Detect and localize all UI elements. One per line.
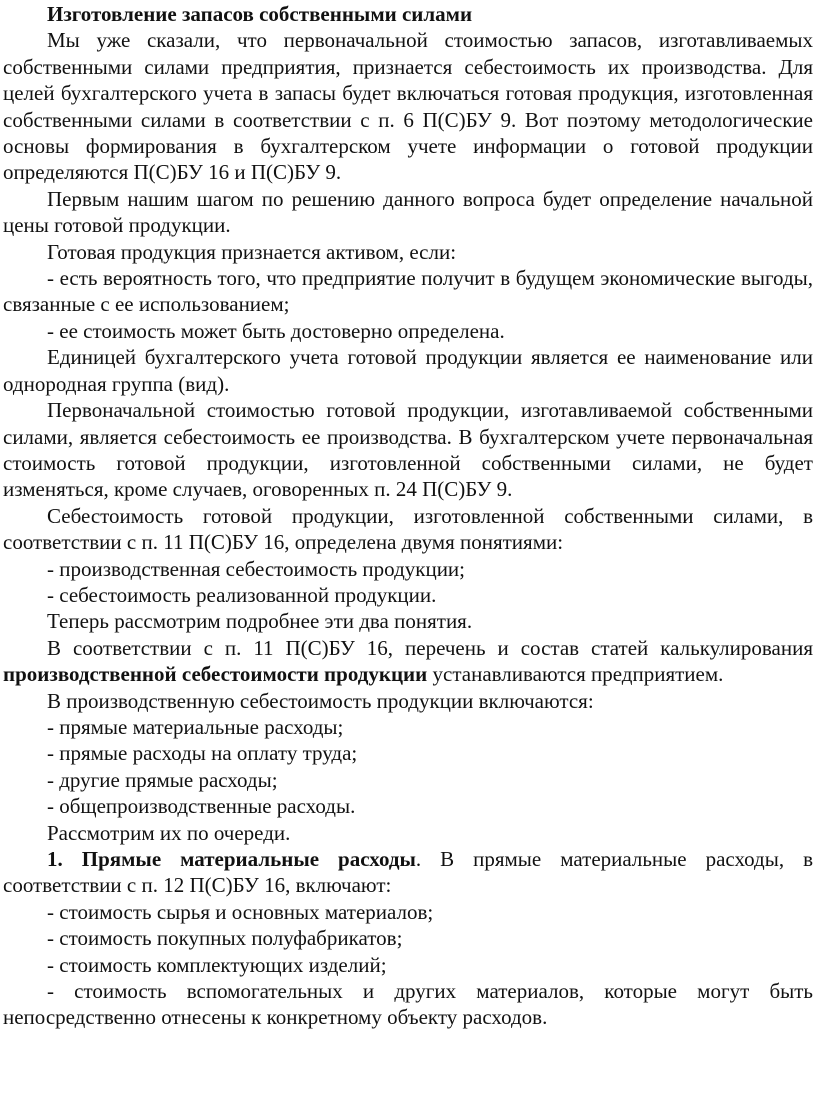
paragraph-cost-concepts: Себестоимость готовой продукции, изготовленной собственными силами, в соответствии с п. 11 П(С)БУ 16, определена двумя понятиями:	[3, 503, 813, 555]
direct-materials-bold-heading: 1. Прямые материальные расходы	[47, 847, 416, 871]
list-item-direct-labor: - прямые расходы на оплату труда;	[47, 741, 358, 766]
list-item-reliable-cost: - ее стоимость может быть достоверно определена.	[47, 318, 505, 343]
direct-materials-text: . В прямые материальные расходы, в соответствии с п. 12 П(С)БУ 16, включают:	[3, 847, 813, 898]
list-item-other-direct: - другие прямые расходы;	[47, 767, 278, 792]
paragraph-accounting-unit: Единицей бухгалтерского учета готовой продукции является ее наименование или однородная группа (вид).	[3, 345, 813, 396]
paragraph-calculation-items	[3, 635, 813, 688]
paragraph-consider-concepts: Теперь рассмотрим подробнее эти два понятия.	[47, 609, 473, 634]
paragraph-first-step: Первым нашим шагом по решению данного вопроса будет определение начальной цены готовой продукции.	[3, 186, 813, 238]
paragraph-consider-in-order: Рассмотрим их по очереди.	[47, 820, 291, 845]
list-item-raw-materials: - стоимость сырья и основных материалов;	[47, 899, 434, 924]
list-item-components: - стоимость комплектующих изделий;	[47, 952, 387, 977]
list-item-sold-cost: - себестоимость реализованной продукции.	[47, 582, 437, 607]
paragraph-direct-material-costs	[3, 846, 813, 899]
paragraph-cost-includes: В производственную себестоимость продукции включаются:	[47, 688, 594, 713]
calc-items-bold-term: производственной себестоимости продукции	[3, 662, 428, 687]
list-item-overhead: - общепроизводственные расходы.	[47, 794, 356, 819]
paragraph-asset-condition: Готовая продукция признается активом, если:	[47, 239, 457, 264]
list-item-economic-benefit: - есть вероятность того, что предприятие получит в будущем экономические выгоды, связанные с ее использованием;	[3, 266, 813, 317]
paragraph-initial-cost: Первоначальной стоимостью готовой продукции, изготавливаемой собственными силами, является себестоимость ее производства. В бухгалтерском учете первоначальная стоимость готовой продукции, изготовленной собственными силами, не будет изменяться, кроме случаев, оговоренных п. 24 П(С)БУ 9.	[3, 398, 813, 502]
list-item-production-cost: - производственная себестоимость продукции;	[47, 556, 466, 581]
calc-items-text-start: В соответствии с п. 11 П(С)БУ 16, перечень и состав статей калькулирования	[47, 635, 813, 660]
list-item-direct-materials: - прямые материальные расходы;	[47, 714, 344, 739]
section-heading: Изготовление запасов собственными силами	[47, 2, 473, 26]
list-item-auxiliary-materials: - стоимость вспомогательных и других материалов, которые могут быть непосредственно отнесены к конкретному объекту расходов.	[3, 979, 813, 1030]
list-item-semi-finished: - стоимость покупных полуфабрикатов;	[47, 926, 403, 951]
paragraph-intro: Мы уже сказали, что первоначальной стоимостью запасов, изготавливаемых собственными силами предприятия, признается себестоимость их производства. Для целей бухгалтерского учета в запасы будет включаться готовая продукция, изготовленная собственными силами в соответствии с п. 6 П(С)БУ 9. Вот поэтому методологические основы формирования в бухгалтерском учете информации о готовой продукции определяются П(С)БУ 16 и П(С)БУ 9.	[3, 28, 813, 185]
calc-items-text-end: устанавливаются предприятием.	[427, 662, 724, 687]
